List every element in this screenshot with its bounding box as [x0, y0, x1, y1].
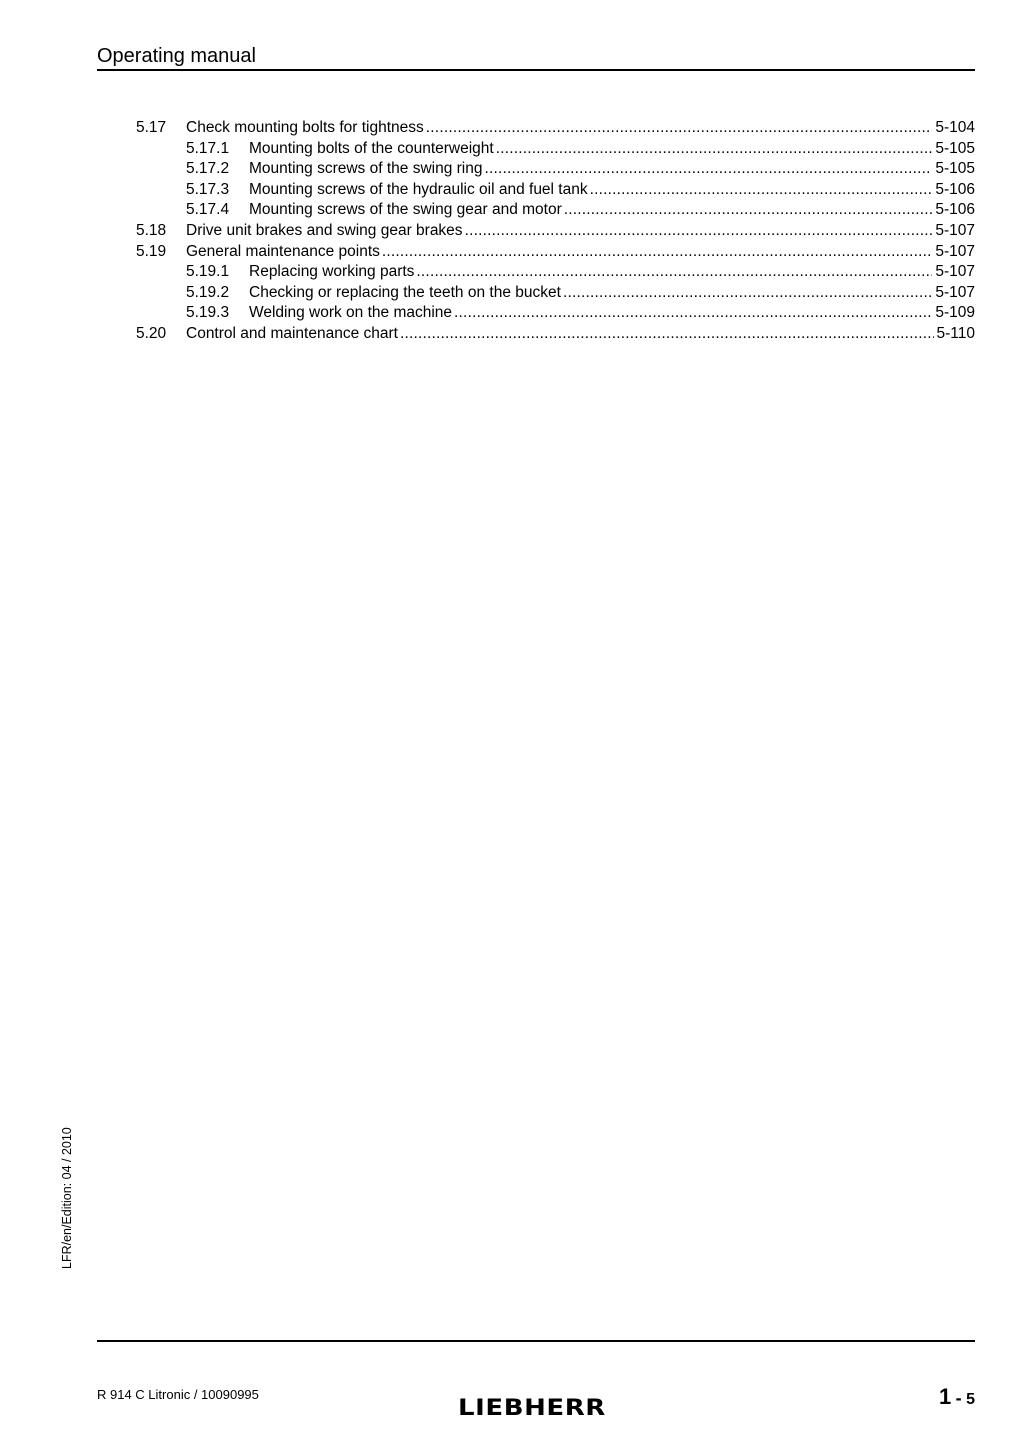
toc-entry-number: 5.19.3	[186, 304, 230, 322]
toc-dot-leader	[564, 200, 933, 221]
page-in-chapter: 5	[966, 1391, 975, 1408]
toc-entry[interactable]	[136, 221, 975, 242]
toc-dot-leader	[590, 180, 933, 201]
chapter-number: 1	[938, 1384, 952, 1409]
toc-entry-page: 5-109	[935, 304, 975, 322]
toc-entry-number: 5.19.2	[186, 283, 230, 301]
toc-dot-leader	[400, 324, 934, 345]
toc-dot-leader	[416, 262, 932, 283]
toc-entry-title: Control and maintenance chart	[186, 324, 398, 342]
toc-entry-title: Mounting screws of the hydraulic oil and fuel tank	[249, 180, 588, 198]
toc-entry-page: 5-107	[935, 283, 975, 301]
toc-entry-page: 5-106	[935, 180, 975, 198]
toc-entry-number: 5.17	[136, 119, 167, 136]
toc-entry-page: 5-104	[935, 119, 975, 136]
toc-entry[interactable]	[136, 283, 975, 304]
toc-dot-leader	[496, 139, 933, 160]
toc-entry[interactable]	[136, 180, 975, 201]
toc-entry-title: Drive unit brakes and swing gear brakes	[186, 221, 463, 239]
toc-dot-leader	[484, 159, 932, 180]
toc-entry[interactable]	[136, 159, 975, 180]
page-number	[939, 1385, 975, 1412]
toc-entry-page: 5-105	[935, 139, 975, 157]
toc-entry-page: 5-110	[936, 324, 975, 342]
toc-entry-number: 5.17.2	[186, 160, 230, 178]
toc-entry-title: Check mounting bolts for tightness	[186, 119, 424, 136]
toc-entry-page: 5-107	[935, 221, 975, 239]
toc-entry-title: Mounting bolts of the counterweight	[249, 139, 494, 157]
toc-entry[interactable]	[136, 242, 975, 263]
toc-entry-page: 5-105	[935, 160, 975, 178]
toc-entry[interactable]	[136, 139, 975, 160]
model-number: R 914 C Litronic / 10090995	[97, 1387, 259, 1402]
page-title: Operating manual	[97, 45, 256, 67]
toc-dot-leader	[563, 283, 932, 304]
toc-entry[interactable]	[136, 324, 975, 345]
toc-entry-number: 5.17.1	[186, 139, 230, 157]
toc-entry-title: Welding work on the machine	[249, 304, 453, 322]
toc-entry-number: 5.17.3	[186, 180, 230, 198]
toc-dot-leader	[382, 242, 932, 263]
toc-entry[interactable]	[136, 200, 975, 221]
toc-entry-title: Checking or replacing the teeth on the bucket	[249, 283, 561, 301]
toc-dot-leader	[426, 118, 933, 139]
header-divider	[97, 69, 975, 71]
toc-entry[interactable]	[136, 118, 975, 139]
toc-entry-number: 5.19.1	[186, 263, 230, 281]
toc-entry-title: General maintenance points	[186, 242, 380, 260]
page-separator: -	[955, 1388, 962, 1408]
toc-entry-number: 5.17.4	[186, 201, 230, 219]
toc-dot-leader	[465, 221, 933, 242]
toc-entry-number: 5.20	[136, 324, 167, 342]
table-of-contents	[136, 118, 975, 345]
toc-entry[interactable]	[136, 262, 975, 283]
toc-entry[interactable]	[136, 303, 975, 324]
toc-entry-number: 5.18	[136, 221, 167, 239]
toc-entry-page: 5-107	[935, 242, 975, 260]
toc-entry-title: Replacing working parts	[249, 263, 415, 281]
toc-dot-leader	[454, 303, 932, 324]
toc-entry-title: Mounting screws of the swing ring	[249, 160, 483, 178]
toc-entry-page: 5-106	[935, 201, 975, 219]
toc-entry-page: 5-107	[935, 263, 975, 281]
toc-entry-title: Mounting screws of the swing gear and motor	[249, 201, 562, 219]
footer-divider	[97, 1340, 975, 1342]
edition-note: LFR/en/Edition: 04 / 2010	[60, 1127, 74, 1269]
toc-entry-number: 5.19	[136, 242, 167, 260]
liebherr-logo: LIEBHERR	[458, 1396, 606, 1421]
